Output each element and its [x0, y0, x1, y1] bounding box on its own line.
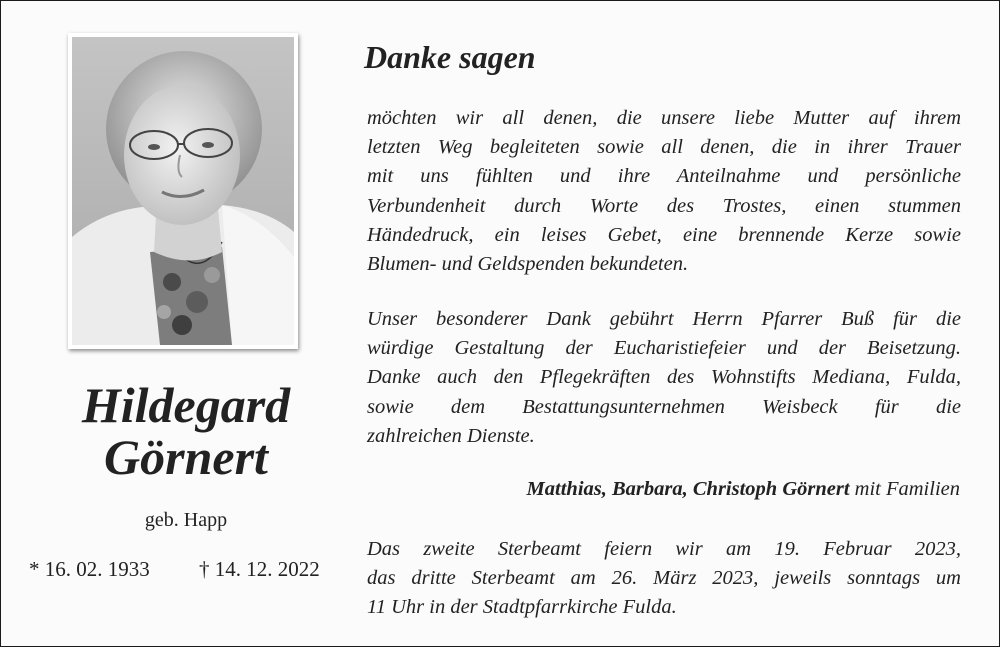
- text-line: möchten wir all denen, die unsere liebe Mutter auf ihrem: [367, 107, 961, 129]
- birth-date: * 16. 02. 1933: [29, 557, 150, 581]
- text-line: Danke auch den Pflegekräften des Wohnstifts Mediana, Fulda,: [367, 366, 961, 389]
- portrait-frame: [68, 33, 298, 349]
- text-line: letzten Weg begleiteten sowie all denen, die in ihrer Trauer: [367, 136, 961, 159]
- thanks-paragraph: [367, 104, 961, 279]
- text-line: mit uns fühlten und ihre Anteilnahme und persönliche: [367, 165, 961, 188]
- deceased-name: [21, 379, 351, 483]
- signature-names: Matthias, Barbara, Christoph Görnert: [526, 478, 850, 500]
- first-name: Hildegard: [81, 377, 291, 433]
- text-line: sowie dem Bestattungsunternehmen Weisbeck für die: [367, 395, 961, 418]
- portrait-image: [72, 37, 294, 345]
- text-line: würdige Gestaltung der Eucharistiefeier und der Beisetzung.: [367, 337, 961, 360]
- text-line: Das zweite Sterbeamt feiern wir am 19. Februar 2023,: [367, 538, 961, 560]
- death-date: † 14. 12. 2022: [199, 557, 320, 581]
- signature: [527, 478, 960, 501]
- memorial-mass-paragraph: [367, 535, 961, 623]
- special-thanks-paragraph: [367, 305, 961, 451]
- text-line: Unser besonderer Dank gebührt Herrn Pfarrer Buß für die: [367, 308, 961, 330]
- text-line: zahlreichen Dienste.: [367, 424, 535, 447]
- maiden-name: geb. Happ: [144, 509, 228, 531]
- text-line: 11 Uhr in der Stadtpfarrkirche Fulda.: [367, 596, 677, 619]
- portrait-photo: [72, 37, 294, 345]
- heading: Danke sagen: [364, 39, 536, 75]
- text-line: Blumen- und Geldspenden bekundeten.: [367, 253, 689, 276]
- text-line: das dritte Sterbeamt am 26. März 2023, jeweils sonntags um: [367, 567, 961, 590]
- text-line: Händedruck, ein leises Gebet, eine brennende Kerze sowie: [367, 223, 961, 246]
- text-line: Verbundenheit durch Worte des Trostes, einen stummen: [367, 194, 961, 217]
- last-name: Görnert: [104, 429, 268, 485]
- signature-suffix: mit Familien: [854, 478, 960, 500]
